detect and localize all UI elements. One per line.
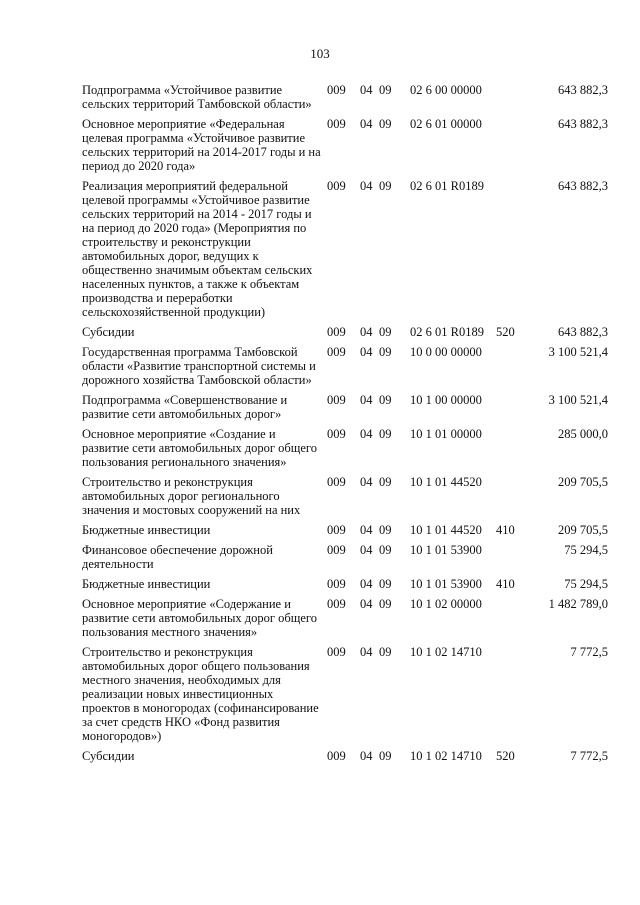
section-code: 04 (360, 117, 373, 131)
subsection-code: 09 (379, 179, 392, 193)
subsection-code: 09 (379, 325, 392, 339)
expense-type-code: 410 (496, 523, 515, 537)
section-code: 04 (360, 83, 373, 97)
amount: 7 772,5 (570, 749, 608, 763)
department-code: 009 (327, 749, 346, 763)
target-article-code: 10 1 01 53900 (410, 543, 482, 557)
page-number: 103 (310, 46, 330, 61)
department-code: 009 (327, 325, 346, 339)
subsection-code: 09 (379, 597, 392, 611)
target-article-code: 10 0 00 00000 (410, 345, 482, 359)
department-code: 009 (327, 83, 346, 97)
department-code: 009 (327, 475, 346, 489)
section-code: 04 (360, 523, 373, 537)
table-row (0, 597, 640, 639)
row-description: Субсидии (82, 749, 135, 763)
expense-type-code: 410 (496, 577, 515, 591)
table-row (0, 577, 640, 591)
row-description: Основное мероприятие «Федеральная целевая программа «Устойчивое развитие сельских территорий на 2014-2017 годы и на период до 2020 года» (82, 117, 321, 173)
subsection-code: 09 (379, 543, 392, 557)
row-description: Бюджетные инвестиции (82, 523, 211, 537)
department-code: 009 (327, 523, 346, 537)
amount: 3 100 521,4 (548, 345, 608, 359)
section-code: 04 (360, 749, 373, 763)
table-row (0, 325, 640, 339)
row-description: Государственная программа Тамбовской области «Развитие транспортной системы и дорожного хозяйства Тамбовской области» (82, 345, 316, 387)
target-article-code: 10 1 00 00000 (410, 393, 482, 407)
amount: 1 482 789,0 (548, 597, 608, 611)
subsection-code: 09 (379, 577, 392, 591)
target-article-code: 10 1 01 53900 (410, 577, 482, 591)
table-row (0, 475, 640, 517)
row-description: Строительство и реконструкция автомобильных дорог общего пользования местного значения, необходимых для реализации новых инвестиционных проектов в моногородах (софинансирование за счет средств НКО «Фонд развития моногородов») (82, 645, 319, 743)
section-code: 04 (360, 345, 373, 359)
subsection-code: 09 (379, 83, 392, 97)
department-code: 009 (327, 577, 346, 591)
table-row (0, 345, 640, 387)
amount: 209 705,5 (558, 475, 608, 489)
department-code: 009 (327, 543, 346, 557)
expense-type-code: 520 (496, 325, 515, 339)
target-article-code: 02 6 01 R0189 (410, 179, 484, 193)
table-row (0, 749, 640, 763)
amount: 75 294,5 (564, 543, 608, 557)
target-article-code: 10 1 02 00000 (410, 597, 482, 611)
section-code: 04 (360, 645, 373, 659)
subsection-code: 09 (379, 523, 392, 537)
target-article-code: 10 1 01 44520 (410, 523, 482, 537)
section-code: 04 (360, 393, 373, 407)
table-row (0, 117, 640, 173)
subsection-code: 09 (379, 749, 392, 763)
row-description: Реализация мероприятий федеральной целевой программы «Устойчивое развитие сельских территорий на 2014 - 2017 годы и на период до 2020 года» (Мероприятия по строительству и реконструкции автомобильных дорог, ведущих к общественно значимым объектам сельских населенных пунктов, а также к объектам производства и переработки сельскохозяйственной продукции) (82, 179, 313, 319)
table-row (0, 645, 640, 743)
row-description: Строительство и реконструкция автомобильных дорог регионального значения и мостовых сооружений на них (82, 475, 301, 517)
amount: 643 882,3 (558, 83, 608, 97)
subsection-code: 09 (379, 427, 392, 441)
target-article-code: 02 6 00 00000 (410, 83, 482, 97)
subsection-code: 09 (379, 393, 392, 407)
department-code: 009 (327, 179, 346, 193)
section-code: 04 (360, 543, 373, 557)
subsection-code: 09 (379, 645, 392, 659)
section-code: 04 (360, 475, 373, 489)
amount: 209 705,5 (558, 523, 608, 537)
section-code: 04 (360, 325, 373, 339)
department-code: 009 (327, 345, 346, 359)
target-article-code: 02 6 01 00000 (410, 117, 482, 131)
amount: 3 100 521,4 (548, 393, 608, 407)
table-row (0, 393, 640, 421)
amount: 7 772,5 (570, 645, 608, 659)
table-row (0, 427, 640, 469)
amount: 285 000,0 (558, 427, 608, 441)
subsection-code: 09 (379, 475, 392, 489)
department-code: 009 (327, 393, 346, 407)
amount: 643 882,3 (558, 179, 608, 193)
table-row (0, 83, 640, 111)
section-code: 04 (360, 597, 373, 611)
row-description: Финансовое обеспечение дорожной деятельности (82, 543, 273, 571)
target-article-code: 10 1 01 00000 (410, 427, 482, 441)
section-code: 04 (360, 577, 373, 591)
section-code: 04 (360, 179, 373, 193)
amount: 75 294,5 (564, 577, 608, 591)
row-description: Подпрограмма «Совершенствование и развитие сети автомобильных дорог» (82, 393, 288, 421)
row-description: Основное мероприятие «Создание и развитие сети автомобильных дорог общего пользования регионального значения» (82, 427, 317, 469)
target-article-code: 02 6 01 R0189 (410, 325, 484, 339)
row-description: Субсидии (82, 325, 135, 339)
target-article-code: 10 1 02 14710 (410, 749, 482, 763)
subsection-code: 09 (379, 117, 392, 131)
target-article-code: 10 1 02 14710 (410, 645, 482, 659)
target-article-code: 10 1 01 44520 (410, 475, 482, 489)
table-row (0, 179, 640, 319)
section-code: 04 (360, 427, 373, 441)
department-code: 009 (327, 645, 346, 659)
row-description: Бюджетные инвестиции (82, 577, 211, 591)
department-code: 009 (327, 117, 346, 131)
table-row (0, 543, 640, 571)
department-code: 009 (327, 597, 346, 611)
row-description: Основное мероприятие «Содержание и развитие сети автомобильных дорог общего пользования местного значения» (82, 597, 317, 639)
row-description: Подпрограмма «Устойчивое развитие сельских территорий Тамбовской области» (82, 83, 312, 111)
amount: 643 882,3 (558, 117, 608, 131)
table-row (0, 523, 640, 537)
expense-type-code: 520 (496, 749, 515, 763)
budget-table (0, 83, 640, 769)
amount: 643 882,3 (558, 325, 608, 339)
subsection-code: 09 (379, 345, 392, 359)
department-code: 009 (327, 427, 346, 441)
